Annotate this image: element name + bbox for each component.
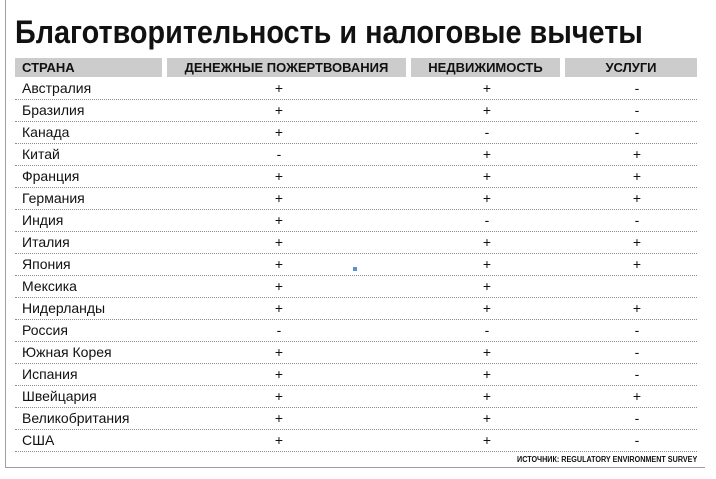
services-cell: + [632,388,642,404]
real-estate-cell: + [482,278,492,294]
services-cell: + [632,300,642,316]
country-cell: Бразилия [22,102,85,118]
real-estate-cell: - [484,124,490,140]
services-cell: + [632,146,642,162]
column-header-country: СТРАНА [15,58,162,77]
column-header-real-estate: НЕДВИЖИМОСТЬ [411,58,560,77]
money-donations-cell: + [274,344,284,360]
source-note: ИСТОЧНИК: REGULATORY ENVIRONMENT SURVEY [516,455,697,464]
table-header [15,58,697,77]
frame-left-rule [5,0,6,468]
column-header-services: УСЛУГИ [565,58,697,77]
real-estate-cell: + [482,300,492,316]
table-row [15,364,697,386]
services-cell: - [634,80,640,96]
column-header-money-donations: ДЕНЕЖНЫЕ ПОЖЕРТВОВАНИЯ [167,58,406,77]
money-donations-cell: - [276,146,282,162]
services-cell: - [634,322,640,338]
services-cell: - [634,432,640,448]
money-donations-cell: + [274,168,284,184]
country-cell: Великобритания [22,410,130,426]
money-donations-cell: + [274,212,284,228]
country-cell: Испания [22,366,78,382]
table-row [15,122,697,144]
money-donations-cell: + [274,102,284,118]
table-row [15,298,697,320]
marker-dot [353,267,357,271]
real-estate-cell: + [482,344,492,360]
services-cell: - [634,344,640,360]
money-donations-cell: + [274,80,284,96]
table-row [15,430,697,452]
services-cell: - [634,366,640,382]
real-estate-cell: + [482,190,492,206]
money-donations-cell: + [274,190,284,206]
real-estate-cell: + [482,432,492,448]
real-estate-cell: + [482,366,492,382]
money-donations-cell: + [274,410,284,426]
real-estate-cell: + [482,146,492,162]
money-donations-cell: + [274,124,284,140]
real-estate-cell: + [482,80,492,96]
country-cell: Австралия [22,80,92,96]
money-donations-cell: + [274,432,284,448]
table-row [15,144,697,166]
table-row [15,210,697,232]
country-cell: Канада [22,124,70,140]
country-cell: Швейцария [22,388,97,404]
services-cell: + [632,168,642,184]
table-row [15,232,697,254]
real-estate-cell: + [482,168,492,184]
services-cell: - [634,212,640,228]
real-estate-cell: - [484,212,490,228]
country-cell: Россия [22,322,68,338]
table-row [15,408,697,430]
table-row [15,342,697,364]
country-cell: США [22,432,55,448]
real-estate-cell: + [482,234,492,250]
money-donations-cell: - [276,322,282,338]
country-cell: Китай [22,146,60,162]
money-donations-cell: + [274,388,284,404]
real-estate-cell: + [482,256,492,272]
real-estate-cell: + [482,388,492,404]
real-estate-cell: - [484,322,490,338]
services-cell: - [634,124,640,140]
country-cell: Италия [22,234,70,250]
services-cell: + [632,190,642,206]
country-cell: Япония [22,256,71,272]
services-cell: - [634,102,640,118]
money-donations-cell: + [274,234,284,250]
country-cell: Франция [22,168,80,184]
money-donations-cell: + [274,300,284,316]
country-cell: Индия [22,212,64,228]
money-donations-cell: + [274,256,284,272]
table-body [15,78,697,452]
table-row [15,78,697,100]
money-donations-cell: + [274,278,284,294]
table-row [15,100,697,122]
services-cell: + [632,256,642,272]
money-donations-cell: + [274,366,284,382]
country-cell: Южная Корея [22,344,112,360]
country-cell: Мексика [22,278,77,294]
table-row [15,386,697,408]
services-cell: - [634,410,640,426]
frame-bottom-rule [5,467,705,468]
table-row [15,166,697,188]
table-row [15,188,697,210]
table-row [15,320,697,342]
table-row [15,276,697,298]
country-cell: Нидерланды [22,300,106,316]
table-row [15,254,697,276]
real-estate-cell: + [482,102,492,118]
real-estate-cell: + [482,410,492,426]
services-cell: + [632,234,642,250]
country-cell: Германия [22,190,85,206]
chart-title: Благотворительность и налоговые вычеты [15,14,643,50]
